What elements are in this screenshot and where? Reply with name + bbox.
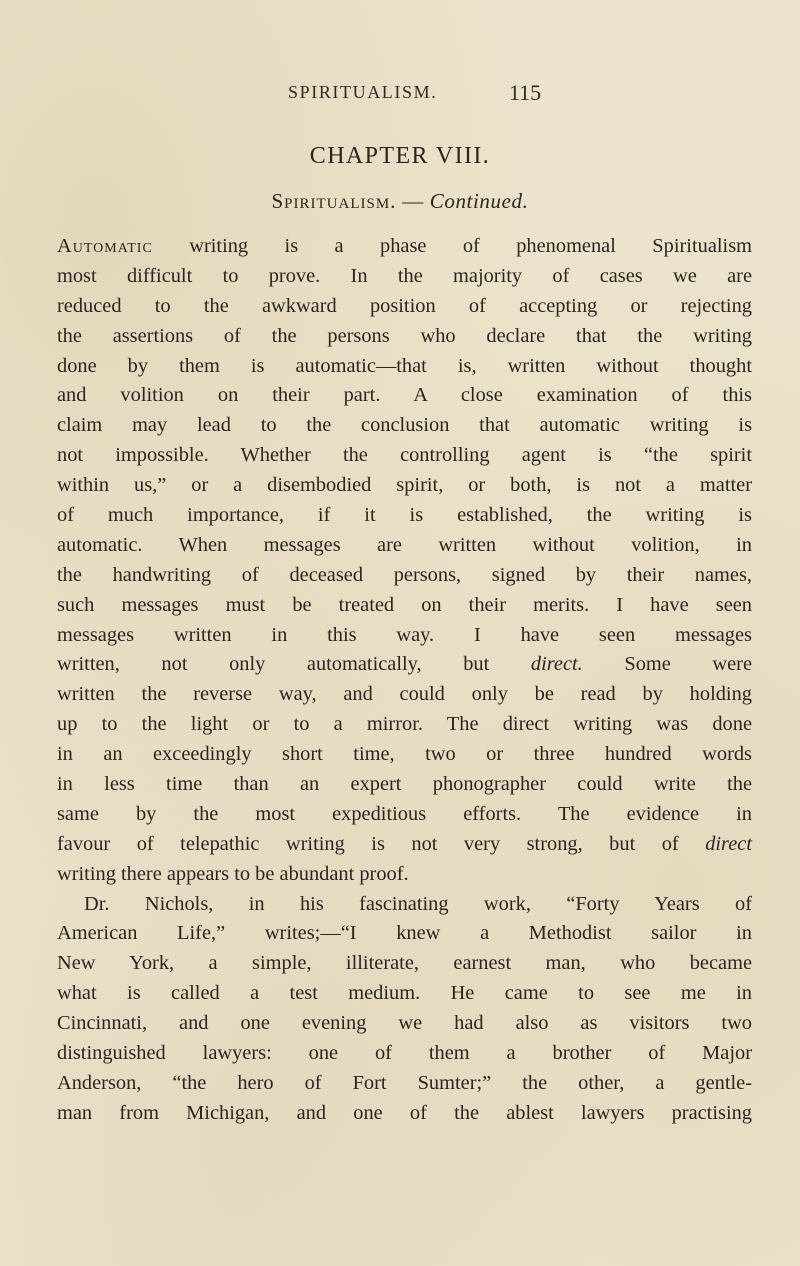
text-line — [57, 650, 752, 680]
chapter-title: CHAPTER VIII. — [309, 143, 491, 169]
text-line: most difficult to prove. In the majority of cases we are — [57, 264, 752, 287]
running-head: SPIRITUALISM. — [288, 82, 438, 102]
text-line: not impossible. Whether the controlling agent is “the spirit — [57, 444, 752, 467]
text-line — [57, 232, 752, 262]
text-line: automatic. When messages are written without volition, in — [57, 533, 752, 556]
text-line: man from Michigan, and one of the ablest lawyers practising — [57, 1101, 752, 1124]
text-line: such messages must be treated on their merits. I have seen — [57, 593, 752, 616]
text-line: distinguished lawyers: one of them a brother of Major — [57, 1042, 752, 1065]
text-line — [57, 830, 752, 860]
body-text — [57, 232, 752, 1129]
text-line: in an exceedingly short time, two or three hundred words — [57, 743, 752, 766]
text-line-content: writing is a phase of phenomenal Spiritualism — [152, 235, 752, 257]
text-line: written the reverse way, and could only be read by holding — [57, 683, 752, 706]
drop-lead-word: Automatic — [57, 235, 153, 257]
text-line: messages written in this way. I have seen messages — [57, 623, 752, 646]
text-segment: written, not only automatically, but — [57, 653, 531, 676]
text-line: Anderson, “the hero of Fort Sumter;” the other, a gentle- — [57, 1071, 752, 1094]
text-line: and volition on their part. A close examination of this — [57, 384, 752, 407]
text-line: claim may lead to the conclusion that automatic writing is — [57, 414, 752, 437]
text-line: up to the light or to a mirror. The direct writing was done — [57, 713, 752, 736]
emphasis-word: direct — [705, 832, 752, 855]
text-line: writing there appears to be abundant proof. — [57, 862, 409, 885]
text-line: New York, a simple, illiterate, earnest man, who became — [57, 952, 752, 975]
chapter-subtitle-main: Spiritualism. — [271, 189, 397, 213]
text-segment: favour of telepathic writing is not very strong, but of — [57, 832, 706, 855]
text-line: the handwriting of deceased persons, signed by their names, — [57, 563, 752, 586]
text-segment: Some were — [582, 653, 753, 676]
chapter-subtitle-continued: Continued. — [429, 189, 529, 213]
text-line: same by the most expeditious efforts. The evidence in — [57, 802, 752, 825]
chapter-subtitle-separator: — — [396, 189, 430, 213]
text-line: what is called a test medium. He came to see me in — [57, 982, 752, 1005]
text-line: in less time than an expert phonographer could write the — [57, 773, 752, 796]
page-number: 115 — [509, 80, 542, 105]
text-line: within us,” or a disembodied spirit, or both, is not a matter — [57, 474, 752, 497]
text-line: American Life,” writes;—“I knew a Methodist sailor in — [57, 922, 752, 945]
text-line: reduced to the awkward position of accepting or rejecting — [57, 294, 752, 317]
chapter-subtitle — [0, 189, 800, 214]
text-line: of much importance, if it is established, the writing is — [57, 504, 752, 527]
text-line: Dr. Nichols, in his fascinating work, “Forty Years of — [84, 892, 752, 915]
emphasis-word: direct. — [530, 653, 583, 676]
text-line: Cincinnati, and one evening we had also as visitors two — [57, 1012, 752, 1035]
text-line: the assertions of the persons who declare that the writing — [57, 324, 752, 347]
text-line: done by them is automatic—that is, written without thought — [57, 354, 752, 377]
